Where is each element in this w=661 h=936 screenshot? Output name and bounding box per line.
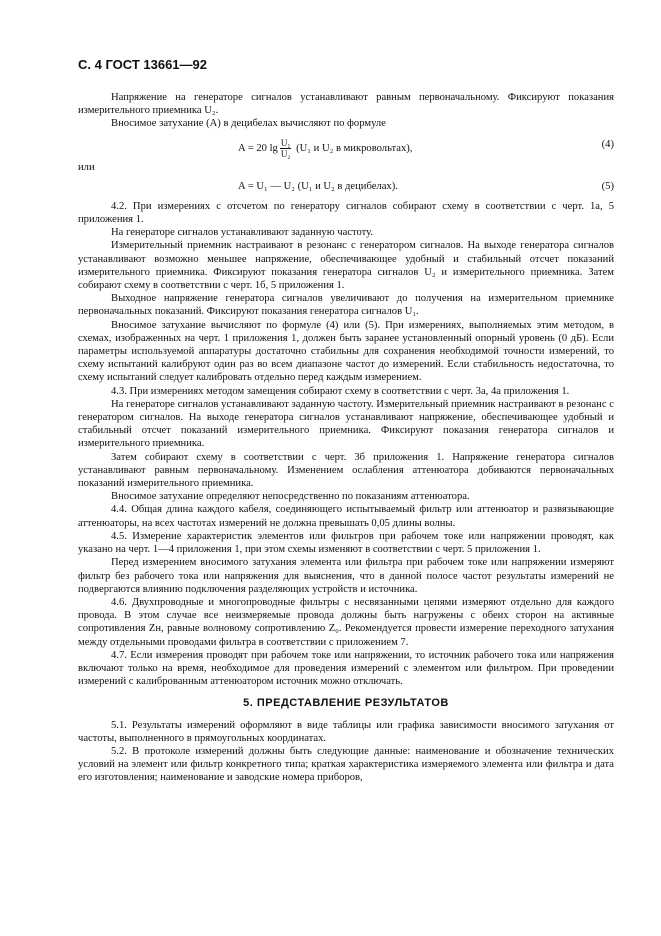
formula-4-lhs: A = 20 lg xyxy=(238,142,278,154)
paragraph: 4.4. Общая длина каждого кабеля, соединяющего испытываемый фильтр или аттенюатор и развязывающие аттенюаторы, на всех частотах измерений не должна превышать 0,05 длины волны. xyxy=(78,504,614,529)
formula-4-number: (4) xyxy=(601,138,614,150)
formula-4-fraction xyxy=(280,138,292,159)
formula-4-numerator: U₁ xyxy=(280,137,291,148)
formula-5-number: (5) xyxy=(601,180,614,192)
paragraph: Затем собирают схему в соответствии с черт. 3б приложения 1. Напряжение генератора сигналов устанавливают равным первоначальному. Изменением ослабления аттенюатора добиваются первоначальных показаний измерительного приемника. xyxy=(78,451,614,490)
formula-4 xyxy=(78,133,614,159)
paragraph: Выходное напряжение генератора сигналов увеличивают до получения на измерительном приемнике первоначальных показаний. Фиксируют показания генератора сигналов U₁. xyxy=(78,293,614,318)
paragraph: На генераторе сигналов устанавливают заданную частоту. Измерительный приемник настраивают в резонанс с генератором сигналов. На выходе генератора сигналов устанавливают напряжение, обеспечивающее удобный и стабильный отсчет показаний измерительного приемника. Фиксируют показания генератора сигналов и измерительного приемника. xyxy=(78,398,614,450)
paragraph: Перед измерением вносимого затухания элемента или фильтра при рабочем токе или напряжении измеряют фильтр без рабочего тока или напряжения для выяснения, что в данной полосе частот результаты измерений не подвергаются влиянию подключения разделяющих устройств и источника. xyxy=(78,557,614,595)
paragraph: 5.2. В протоколе измерений должны быть следующие данные: наименование и обозначение технических условий на элемент или фильтр конкретного типа; краткая характеристика измеряемого элемента или фильтра и дата его изготовления; наименование и заводские номера приборов, xyxy=(78,745,614,784)
paragraph: Измерительный приемник настраивают в резонанс с генератором сигналов. На выходе генератора сигналов устанавливают возможно меньшее напряжение, обеспечивающее удобный и стабильный отсчет показаний измерительного приемника. Фиксируют показания генератора сигналов U₂ и измерительного приемника. Затем собирают схему в соответствии с черт. 1б, 5 приложения 1. xyxy=(78,240,614,292)
page-header: С. 4 ГОСТ 13661—92 xyxy=(78,57,207,72)
formula-4-rhs: (U₁ и U₂ в микровольтах), xyxy=(296,142,413,154)
formula-5-expr: A = U₁ — U₂ (U₁ и U₂ в децибелах). xyxy=(238,180,398,192)
paragraph: 5.1. Результаты измерений оформляют в виде таблицы или графика зависимости вносимого затухания от частоты, выполненного в прямоугольных координатах. xyxy=(78,719,614,744)
or-word: или xyxy=(78,161,95,173)
paragraph: 4.5. Измерение характеристик элементов или фильтров при рабочем токе или напряжении проводят, как указано на черт. 1—4 приложения 1, при этом схемы изменяют в соответствии с черт. 5 приложения 1. xyxy=(78,530,614,556)
paragraph: Напряжение на генераторе сигналов устанавливают равным первоначальному. Фиксируют показания измерительного приемника U₂. xyxy=(78,92,614,117)
paragraph: 4.7. Если измерения проводят при рабочем токе или напряжении, то источник рабочего тока или напряжения включают только на время, необходимое для проведения измерений с элементом или фильтром. При проведении измерений с калиброванным аттенюатором источник можно отключать. xyxy=(78,649,614,688)
paragraph: Вносимое затухание (A) в децибелах вычисляют по формуле xyxy=(111,118,386,130)
paragraph: Вносимое затухание вычисляют по формуле (4) или (5). При измерениях, выполняемых этим методом, в схемах, изображенных на черт. 1 приложения 1, должен быть заранее установленный опорный уровень (0 дБ). Если параметры используемой аппаратуры достаточно стабильны для сохранения необходимой точности измерений, то схему испытаний калибруют один раз во всем диапазоне частот до измерений. Если стабильность недостаточна, то схему испытаний следует калибровать отдельно перед каждым измерением. xyxy=(78,319,614,384)
section-title: 5. ПРЕДСТАВЛЕНИЕ РЕЗУЛЬТАТОВ xyxy=(243,697,449,710)
formula-5 xyxy=(78,178,614,195)
paragraph: 4.2. При измерениях с отсчетом по генератору сигналов собирают схему в соответствии с черт. 1а, 5 приложения 1. xyxy=(78,200,614,226)
paragraph: 4.6. Двухпроводные и многопроводные фильтры с несвязанными цепями измеряют отдельно для каждого провода. В этом случае все неизмеряемые провода должны быть нагружены с обеих сторон на активные сопротивления Zн, равные волновому сопротивлению Z₀. Рекомендуется провести измерение переходного затухания между отдельными проводами фильтра в соответствии с приложением 7. xyxy=(78,596,614,648)
paragraph: На генераторе сигналов устанавливают заданную частоту. xyxy=(111,227,374,239)
formula-4-denominator: U₂ xyxy=(280,148,291,159)
paragraph: Вносимое затухание определяют непосредственно по показаниям аттенюатора. xyxy=(111,491,470,503)
document-body xyxy=(78,91,614,785)
paragraph: 4.3. При измерениях методом замещения собирают схему в соответствии с черт. 3а, 4а приложения 1. xyxy=(111,385,570,397)
